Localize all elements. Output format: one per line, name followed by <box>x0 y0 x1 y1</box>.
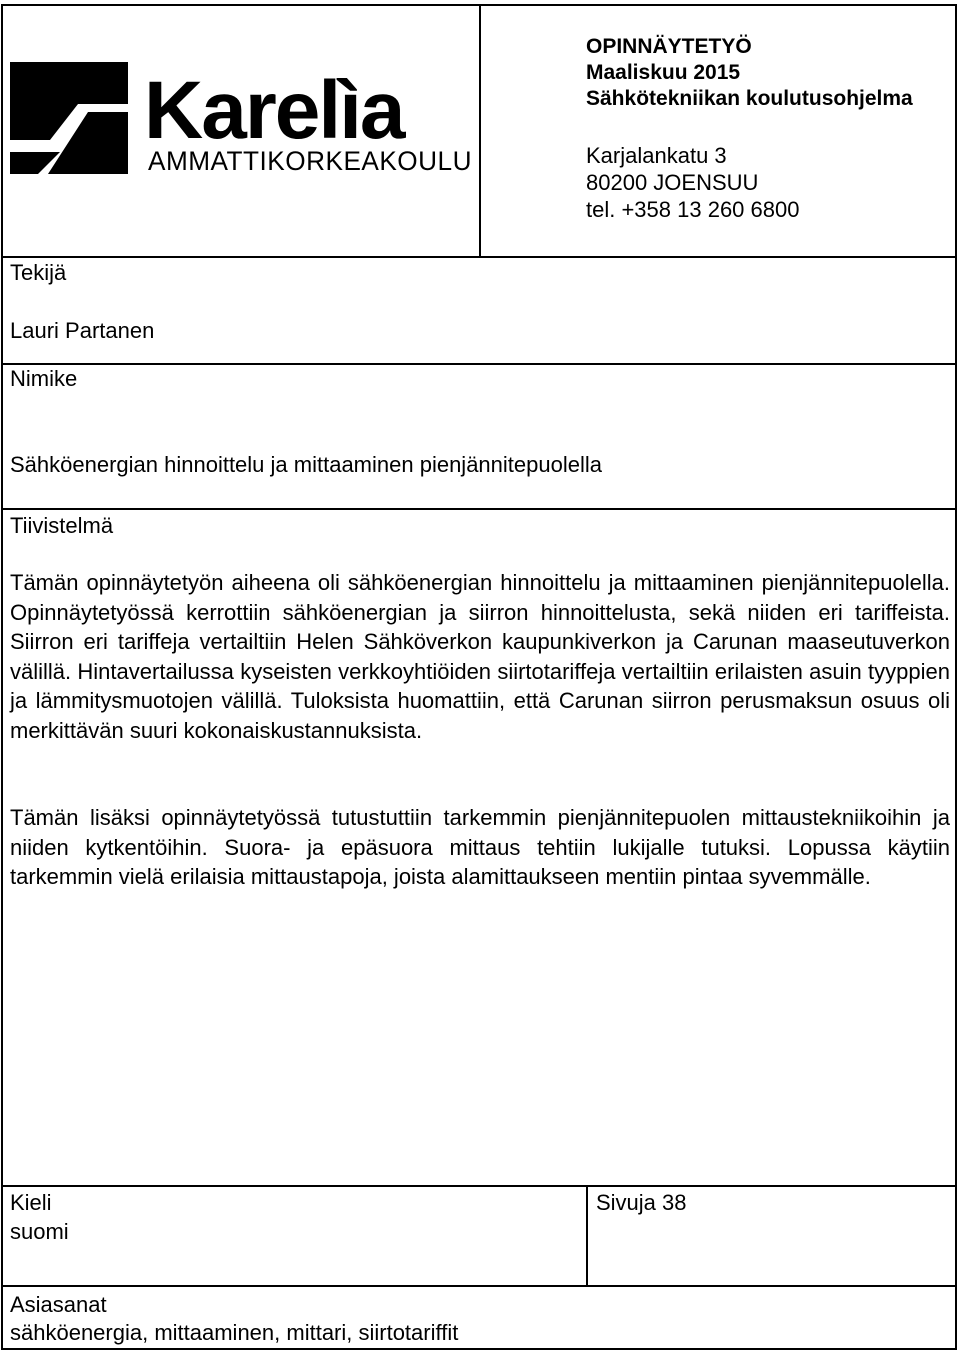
header-bottom-rule <box>1 256 957 258</box>
abstract-paragraph-1: Tämän opinnäytetyön aiheena oli sähköenergian hinnoittelu ja mittaaminen pienjännitepuolella. Opinnäytetyössä kerrottiin sähköenergian ja siirron hinnoittelusta, sekä niiden eri tariffeista. Siirron eri tariffeja vertailtiin Helen Sähköverkon kaupunkiverkon ja Carunan maaseutuverkon välillä. Hintavertailussa kyseisten verkkoyhtiöiden siirtotariffeja vertailtiin erilaisten asuin tyyppien ja lämmitysmuotojen välillä. Tuloksista huomattiin, että Carunan siirron perusmaksun osuus oli merkittävän suuri kokonaiskustannuksista. <box>10 570 950 743</box>
language-label: Kieli <box>10 1190 52 1215</box>
abstract-bottom-rule <box>1 1185 957 1187</box>
header-divider <box>479 4 481 258</box>
degree-programme: Sähkötekniikan koulutusohjelma <box>586 87 913 110</box>
abstract-paragraph-2: Tämän lisäksi opinnäytetyössä tutustuttiin tarkemmin pienjännitepuolen mittaustekniikoihin ja niiden kytkentöihin. Suora- ja epäsuora mittaus tehtiin lukijalle tutuksi. Lopussa käytiin tarkemmin vielä erilaisia mittaustapoja, joista alamittaukseen mentiin pintaa syvemmälle. <box>10 805 950 889</box>
title-label: Nimike <box>10 366 78 391</box>
language-bottom-rule <box>1 1285 957 1287</box>
page-count: Sivuja 38 <box>596 1190 687 1215</box>
author-bottom-rule <box>1 363 957 365</box>
author-label: Tekijä <box>10 260 67 285</box>
author-name: Lauri Partanen <box>10 318 155 343</box>
keywords-label: Asiasanat <box>10 1292 107 1317</box>
language-divider <box>586 1185 588 1287</box>
abstract-label: Tiivistelmä <box>10 513 114 538</box>
phone-number: tel. +358 13 260 6800 <box>586 197 800 222</box>
address-line-2: 80200 JOENSUU <box>586 170 759 195</box>
doc-type: OPINNÄYTETYÖ <box>586 35 752 58</box>
karelia-logo <box>10 62 472 179</box>
language-value: suomi <box>10 1219 69 1244</box>
keywords-value: sähköenergia, mittaaminen, mittari, siirtotariffit <box>10 1320 459 1345</box>
address-line-1: Karjalankatu 3 <box>586 143 727 168</box>
title-bottom-rule <box>1 508 957 510</box>
thesis-title: Sähköenergian hinnoittelu ja mittaaminen pienjännitepuolella <box>10 452 602 477</box>
svg-text:Karelìa: Karelìa <box>144 65 404 156</box>
svg-text:AMMATTIKORKEAKOULU: AMMATTIKORKEAKOULU <box>148 146 472 174</box>
doc-date: Maaliskuu 2015 <box>586 61 741 84</box>
